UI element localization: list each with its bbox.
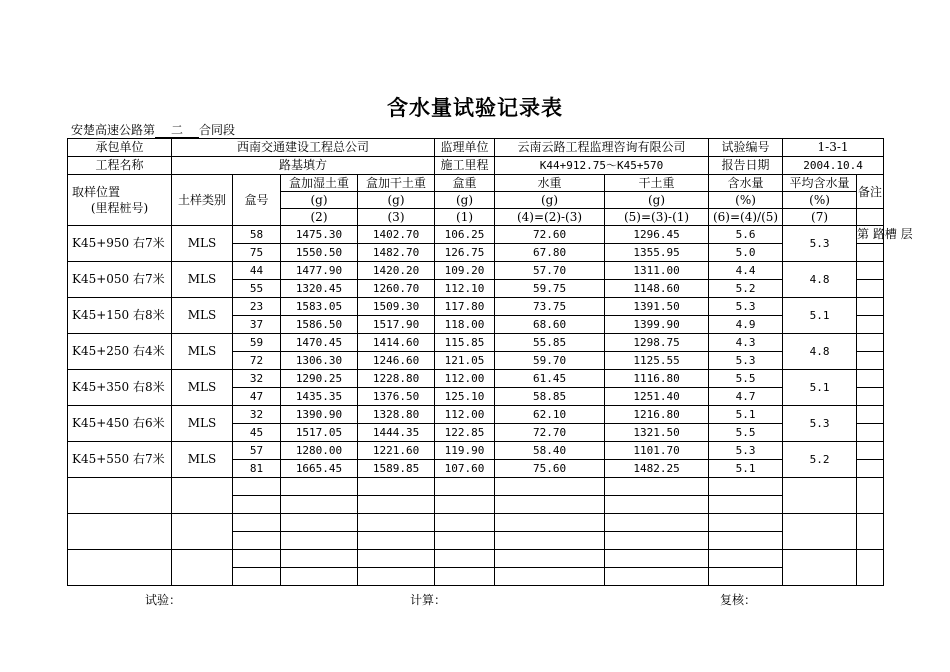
- dry-header: 盒加干土重: [358, 175, 435, 192]
- wet-weight: 1665.45: [281, 460, 358, 478]
- remark: 第 路槽 层: [857, 226, 884, 244]
- empty-cell: [172, 478, 233, 514]
- dry-weight: 1509.30: [358, 298, 435, 316]
- empty-cell: [358, 514, 435, 532]
- box-weight: 126.75: [435, 244, 495, 262]
- wet-weight: 1517.05: [281, 424, 358, 442]
- box-no: 58: [233, 226, 281, 244]
- remark-blank: [857, 388, 884, 406]
- empty-cell: [435, 568, 495, 586]
- empty-cell: [435, 550, 495, 568]
- dry-weight: 1589.85: [358, 460, 435, 478]
- dry-soil-weight: 1125.55: [605, 352, 709, 370]
- soil-type: MLS: [172, 262, 233, 298]
- formula-remark-blank: [857, 209, 884, 226]
- box-no: 47: [233, 388, 281, 406]
- soil-type: MLS: [172, 406, 233, 442]
- header-row-1: [68, 175, 884, 192]
- table-row: [68, 262, 884, 280]
- box-weight: 117.80: [435, 298, 495, 316]
- water-weight: 62.10: [495, 406, 605, 424]
- empty-cell: [495, 496, 605, 514]
- dry-soil-weight: 1148.60: [605, 280, 709, 298]
- remark: [857, 370, 884, 388]
- empty-row: [68, 550, 884, 568]
- moisture-content: 5.1: [709, 406, 783, 424]
- location-header-text: 取样位置: [72, 185, 121, 199]
- empty-row: [68, 478, 884, 496]
- empty-cell: [233, 496, 281, 514]
- supervisor-value: 云南云路工程监理咨询有限公司: [495, 139, 709, 157]
- dry-weight: 1517.90: [358, 316, 435, 334]
- box-weight: 121.05: [435, 352, 495, 370]
- wet-weight: 1320.45: [281, 280, 358, 298]
- dry-soil-weight: 1321.50: [605, 424, 709, 442]
- water-weight: 68.60: [495, 316, 605, 334]
- table-row: [68, 298, 884, 316]
- empty-cell: [495, 514, 605, 532]
- moisture-content: 5.2: [709, 280, 783, 298]
- remark: [857, 406, 884, 424]
- mileage-label: 施工里程: [435, 157, 495, 175]
- project-label: 工程名称: [68, 157, 172, 175]
- project-value: 路基填方: [172, 157, 435, 175]
- empty-cell: [233, 532, 281, 550]
- moisture-content: 5.5: [709, 370, 783, 388]
- remark-blank: [857, 352, 884, 370]
- empty-cell: [857, 514, 884, 550]
- remark: [857, 262, 884, 280]
- dry-soil-weight: 1116.80: [605, 370, 709, 388]
- remark: [857, 298, 884, 316]
- box-no: 32: [233, 370, 281, 388]
- dry-weight: 1420.20: [358, 262, 435, 280]
- box-weight-header: 盒重: [435, 175, 495, 192]
- empty-cell: [435, 514, 495, 532]
- box-no: 55: [233, 280, 281, 298]
- dry-soil-header: 干土重: [605, 175, 709, 192]
- avg-moisture: 4.8: [783, 262, 857, 298]
- table-row: [68, 226, 884, 244]
- box-no: 57: [233, 442, 281, 460]
- remark-blank: [857, 424, 884, 442]
- contract-number: 二: [155, 124, 199, 138]
- box-weight: 112.00: [435, 406, 495, 424]
- dry-soil-weight: 1216.80: [605, 406, 709, 424]
- empty-cell: [605, 478, 709, 496]
- moisture-content: 5.3: [709, 442, 783, 460]
- dry-weight: 1221.60: [358, 442, 435, 460]
- empty-cell: [495, 550, 605, 568]
- calculator-signature: 计算：: [410, 593, 447, 607]
- soil-type-header: 土样类别: [172, 175, 233, 226]
- sample-location: K45+350 右8米: [68, 370, 172, 406]
- wet-weight: 1290.25: [281, 370, 358, 388]
- water-weight: 61.45: [495, 370, 605, 388]
- sample-location: K45+450 右6米: [68, 406, 172, 442]
- dry-weight: 1376.50: [358, 388, 435, 406]
- formula-6: (6)=(4)/(5): [709, 209, 783, 226]
- empty-cell: [709, 514, 783, 532]
- dry-weight: 1228.80: [358, 370, 435, 388]
- wet-weight: 1550.50: [281, 244, 358, 262]
- remark-blank: [857, 244, 884, 262]
- sample-location: K45+050 右7米: [68, 262, 172, 298]
- empty-row: [68, 514, 884, 532]
- empty-cell: [605, 496, 709, 514]
- box-weight: 122.85: [435, 424, 495, 442]
- dry-soil-weight: 1251.40: [605, 388, 709, 406]
- dry-soil-weight: 1296.45: [605, 226, 709, 244]
- empty-cell: [783, 478, 857, 514]
- dry-weight: 1246.60: [358, 352, 435, 370]
- wet-weight: 1435.35: [281, 388, 358, 406]
- sample-location: K45+950 右7米: [68, 226, 172, 262]
- box-no: 45: [233, 424, 281, 442]
- empty-cell: [435, 532, 495, 550]
- avg-moisture: 5.1: [783, 370, 857, 406]
- dry-weight: 1402.70: [358, 226, 435, 244]
- empty-cell: [783, 550, 857, 586]
- dry-weight: 1414.60: [358, 334, 435, 352]
- contractor-label: 承包单位: [68, 139, 172, 157]
- table-row: [68, 334, 884, 352]
- empty-cell: [709, 550, 783, 568]
- water-weight: 75.60: [495, 460, 605, 478]
- supervisor-label: 监理单位: [435, 139, 495, 157]
- water-unit: (g): [495, 192, 605, 209]
- empty-cell: [233, 478, 281, 496]
- moisture-content: 5.0: [709, 244, 783, 262]
- avg-moisture: 5.3: [783, 406, 857, 442]
- empty-cell: [281, 568, 358, 586]
- moisture-header: 含水量: [709, 175, 783, 192]
- dry-soil-weight: 1391.50: [605, 298, 709, 316]
- wet-weight: 1477.90: [281, 262, 358, 280]
- formula-3: (3): [358, 209, 435, 226]
- table-row: [68, 370, 884, 388]
- water-weight: 72.70: [495, 424, 605, 442]
- wet-weight: 1390.90: [281, 406, 358, 424]
- box-weight: 112.10: [435, 280, 495, 298]
- soil-type: MLS: [172, 370, 233, 406]
- empty-cell: [605, 568, 709, 586]
- box-weight: 107.60: [435, 460, 495, 478]
- moisture-content: 4.9: [709, 316, 783, 334]
- moisture-content: 5.5: [709, 424, 783, 442]
- water-header: 水重: [495, 175, 605, 192]
- water-weight: 59.75: [495, 280, 605, 298]
- dry-weight: 1482.70: [358, 244, 435, 262]
- empty-cell: [233, 514, 281, 532]
- box-no: 75: [233, 244, 281, 262]
- mileage-value: K44+912.75～K45+570: [495, 157, 709, 175]
- wet-weight: 1306.30: [281, 352, 358, 370]
- moisture-content: 5.6: [709, 226, 783, 244]
- wet-weight: 1586.50: [281, 316, 358, 334]
- formula-7: (7): [783, 209, 857, 226]
- sample-location: K45+150 右8米: [68, 298, 172, 334]
- empty-cell: [358, 532, 435, 550]
- empty-cell: [857, 550, 884, 586]
- empty-cell: [358, 550, 435, 568]
- remark: [857, 334, 884, 352]
- table-row: [68, 406, 884, 424]
- empty-cell: [281, 496, 358, 514]
- tester-signature: 试验：: [145, 593, 182, 607]
- empty-cell: [709, 478, 783, 496]
- soil-type: MLS: [172, 442, 233, 478]
- empty-cell: [358, 478, 435, 496]
- empty-cell: [281, 532, 358, 550]
- page-title: 含水量试验记录表: [387, 95, 563, 120]
- empty-cell: [435, 496, 495, 514]
- contract-suffix: 合同段: [199, 123, 236, 137]
- box-no: 32: [233, 406, 281, 424]
- info-row-1: [68, 139, 884, 157]
- box-no: 72: [233, 352, 281, 370]
- avg-moisture-header: 平均含水量: [783, 175, 857, 192]
- moisture-content: 4.7: [709, 388, 783, 406]
- water-weight: 58.40: [495, 442, 605, 460]
- empty-cell: [358, 496, 435, 514]
- water-weight: 72.60: [495, 226, 605, 244]
- report-date-value: 2004.10.4: [783, 157, 884, 175]
- dry-soil-weight: 1311.00: [605, 262, 709, 280]
- empty-cell: [281, 478, 358, 496]
- dry-soil-weight: 1355.95: [605, 244, 709, 262]
- empty-cell: [783, 514, 857, 550]
- wet-weight: 1280.00: [281, 442, 358, 460]
- empty-cell: [281, 514, 358, 532]
- box-no: 44: [233, 262, 281, 280]
- formula-1: (1): [435, 209, 495, 226]
- report-date-label: 报告日期: [709, 157, 783, 175]
- avg-moisture-unit: (%): [783, 192, 857, 209]
- remark-blank: [857, 280, 884, 298]
- soil-type: MLS: [172, 334, 233, 370]
- avg-moisture: 5.2: [783, 442, 857, 478]
- empty-cell: [605, 532, 709, 550]
- formula-2: (2): [281, 209, 358, 226]
- sample-location: K45+250 右4米: [68, 334, 172, 370]
- empty-cell: [172, 514, 233, 550]
- empty-cell: [495, 532, 605, 550]
- empty-cell: [233, 550, 281, 568]
- water-weight: 67.80: [495, 244, 605, 262]
- soil-type: MLS: [172, 226, 233, 262]
- dry-weight: 1328.80: [358, 406, 435, 424]
- water-weight: 59.70: [495, 352, 605, 370]
- dry-soil-weight: 1399.90: [605, 316, 709, 334]
- empty-cell: [605, 514, 709, 532]
- remark-blank: [857, 316, 884, 334]
- reviewer-signature: 复核：: [720, 593, 757, 607]
- box-weight-unit: (g): [435, 192, 495, 209]
- empty-cell: [605, 550, 709, 568]
- location-header: [68, 175, 172, 226]
- box-no: 37: [233, 316, 281, 334]
- dry-weight: 1260.70: [358, 280, 435, 298]
- empty-cell: [857, 478, 884, 514]
- moisture-table: [67, 138, 913, 586]
- empty-cell: [709, 496, 783, 514]
- empty-cell: [68, 478, 172, 514]
- test-no-label: 试验编号: [709, 139, 783, 157]
- empty-cell: [172, 550, 233, 586]
- moisture-content: 5.1: [709, 460, 783, 478]
- moisture-content: 5.3: [709, 298, 783, 316]
- remark-header: 备注: [857, 175, 884, 209]
- box-weight: 125.10: [435, 388, 495, 406]
- info-row-2: [68, 157, 884, 175]
- box-weight: 118.00: [435, 316, 495, 334]
- box-no: 81: [233, 460, 281, 478]
- empty-cell: [68, 550, 172, 586]
- avg-moisture: 5.3: [783, 226, 857, 262]
- sample-location: K45+550 右7米: [68, 442, 172, 478]
- moisture-content: 5.3: [709, 352, 783, 370]
- box-weight: 106.25: [435, 226, 495, 244]
- water-weight: 73.75: [495, 298, 605, 316]
- empty-cell: [709, 568, 783, 586]
- table-row: [68, 442, 884, 460]
- empty-cell: [495, 478, 605, 496]
- dry-soil-weight: 1101.70: [605, 442, 709, 460]
- box-weight: 112.00: [435, 370, 495, 388]
- water-weight: 55.85: [495, 334, 605, 352]
- dry-soil-weight: 1482.25: [605, 460, 709, 478]
- wet-weight: 1475.30: [281, 226, 358, 244]
- contract-prefix: 安楚高速公路第: [71, 123, 156, 137]
- empty-cell: [495, 568, 605, 586]
- wet-header: 盒加湿土重: [281, 175, 358, 192]
- empty-cell: [709, 532, 783, 550]
- box-no-header: 盒号: [233, 175, 281, 226]
- formula-5: (5)=(3)-(1): [605, 209, 709, 226]
- empty-cell: [281, 550, 358, 568]
- remark-blank: [857, 460, 884, 478]
- contract-line: [71, 121, 235, 138]
- water-weight: 58.85: [495, 388, 605, 406]
- box-weight: 119.90: [435, 442, 495, 460]
- test-no-value: 1-3-1: [783, 139, 884, 157]
- remark: [857, 442, 884, 460]
- location-header-sub: (里程桩号): [90, 201, 149, 215]
- contractor-value: 西南交通建设工程总公司: [172, 139, 435, 157]
- wet-unit: (g): [281, 192, 358, 209]
- dry-soil-unit: (g): [605, 192, 709, 209]
- wet-weight: 1470.45: [281, 334, 358, 352]
- box-weight: 115.85: [435, 334, 495, 352]
- box-no: 23: [233, 298, 281, 316]
- soil-type: MLS: [172, 298, 233, 334]
- dry-weight: 1444.35: [358, 424, 435, 442]
- box-weight: 109.20: [435, 262, 495, 280]
- empty-cell: [358, 568, 435, 586]
- empty-cell: [435, 478, 495, 496]
- empty-cell: [68, 514, 172, 550]
- formula-4: (4)=(2)-(3): [495, 209, 605, 226]
- avg-moisture: 5.1: [783, 298, 857, 334]
- wet-weight: 1583.05: [281, 298, 358, 316]
- dry-unit: (g): [358, 192, 435, 209]
- moisture-unit: (%): [709, 192, 783, 209]
- dry-soil-weight: 1298.75: [605, 334, 709, 352]
- avg-moisture: 4.8: [783, 334, 857, 370]
- box-no: 59: [233, 334, 281, 352]
- moisture-content: 4.3: [709, 334, 783, 352]
- empty-cell: [233, 568, 281, 586]
- moisture-content: 4.4: [709, 262, 783, 280]
- water-weight: 57.70: [495, 262, 605, 280]
